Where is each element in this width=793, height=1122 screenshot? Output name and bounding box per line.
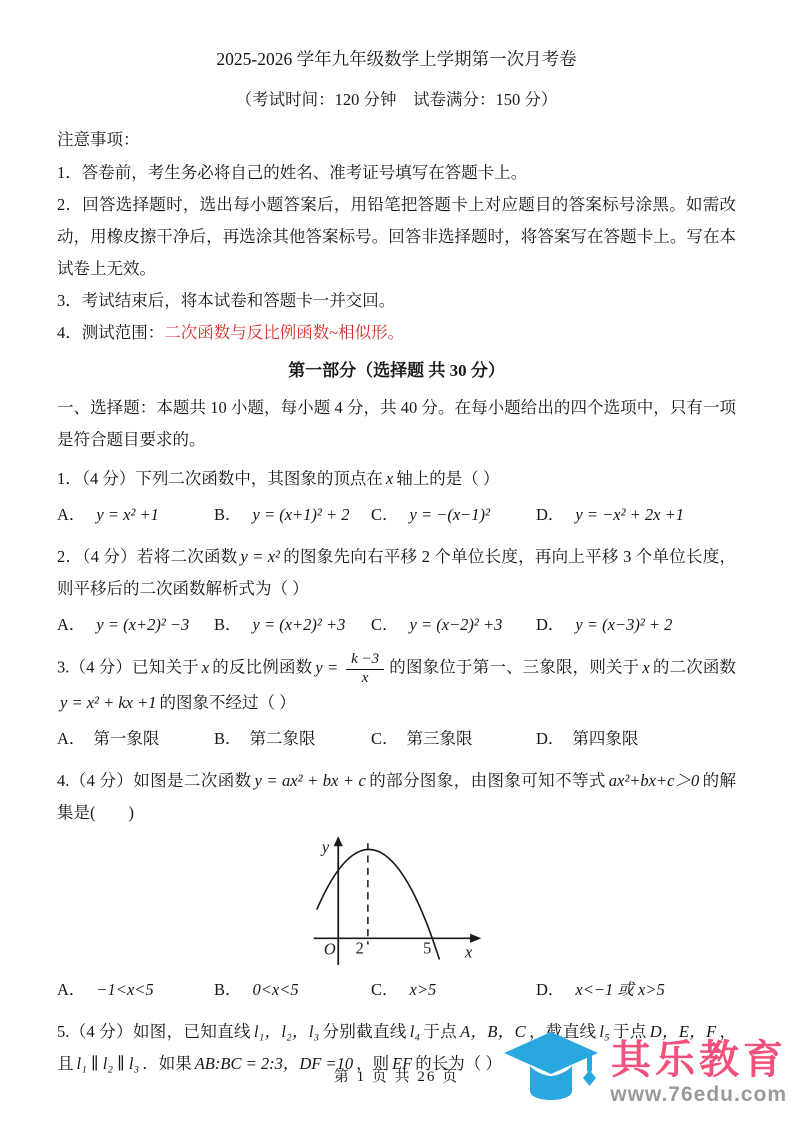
option-a: A． y = x² +1	[57, 504, 159, 524]
option-c: C． 第三象限	[371, 729, 473, 749]
page-number: 第 1 页 共 26 页	[333, 1068, 460, 1085]
notice-item-3: 3．考试结束后，将本试卷和答题卡一并交回。	[57, 291, 396, 311]
option-b: B． 第二象限	[214, 729, 316, 749]
question-3	[57, 651, 736, 755]
option-d: D． 第四象限	[536, 729, 639, 749]
question-1	[57, 463, 736, 531]
x-axis-arrow	[470, 933, 481, 942]
question-4-options	[57, 974, 736, 1006]
x-tick-5: 5	[423, 938, 432, 958]
logo-text	[610, 1037, 787, 1106]
exam-meta: （考试时间：120 分钟 试卷满分：150 分）	[235, 90, 558, 110]
question-3-options	[57, 723, 736, 755]
exam-scope-text: 二次函数与反比例函数~相似形。	[164, 323, 405, 343]
question-5-stem: 5.（4 分）如图，已知直线 l₁，l₂，l₃ 分别截直线 l₄ 于点 A，B，C ，截直线 l₅ 于点 D，E，F ，且 l₁ ∥ l₂ ∥ l₃ ．如果 AB:BC = 2:3，DF =10 ，则 EF 的长为（ ）	[57, 1021, 737, 1073]
notice-item-4-prefix: 4．测试范围：	[57, 323, 165, 343]
option-b: B． 0<x<5	[214, 979, 299, 999]
fraction: $\frac{k -3}{x}$	[346, 651, 384, 687]
option-d: D． x<−1 或 x>5	[536, 979, 665, 999]
section-heading: 第一部分（选择题 共 30 分）	[288, 360, 505, 380]
question-3-stem: 3.（4 分）已知关于 x 的反比例函数 y = $\frac{k -3}{x}$ 的图象位于第一、三象限，则关于 x 的二次函数y = x² + kx +1 的图象不经过（ ）	[57, 651, 737, 712]
graduation-cap-icon	[500, 1028, 602, 1116]
question-4-stem: 4.（4 分）如图是二次函数 y = ax² + bx + c 的部分图象，由图象可知不等式 ax²+bx+c＞0 的解集是( )	[57, 771, 737, 823]
option-d: D． y = −x² + 2x +1	[536, 504, 685, 524]
option-a: A． y = (x+2)² −3	[57, 615, 190, 635]
notice-label: 注意事项：	[57, 130, 140, 150]
option-c: C． y = −(x−1)²	[371, 504, 491, 524]
q4-figure	[57, 832, 736, 970]
option-c: C． y = (x−2)² +3	[371, 615, 503, 635]
notice-item-4	[57, 317, 736, 349]
brand-url: www.76edu.com	[610, 1082, 787, 1106]
question-1-stem: 1．（4 分）下列二次函数中，其图象的顶点在 x 轴上的是（ ）	[57, 468, 500, 488]
brand-name: 其乐教育	[611, 1037, 787, 1082]
notice-item-1: 1．答卷前，考生务必将自己的姓名、准考证号填写在答题卡上。	[57, 162, 528, 182]
x-axis-label: x	[464, 942, 473, 962]
notice-item-2: 2．回答选择题时，选出每小题答案后，用铅笔把答题卡上对应题目的答案标号涂黑。如需改动，用橡皮擦干净后，再选涂其他答案标号。回答非选择题时，将答案写在答题卡上。写在本试卷上无效。	[57, 194, 736, 279]
option-b: B． y = (x+2)² +3	[214, 615, 346, 635]
site-logo	[500, 1028, 787, 1116]
question-2	[57, 541, 736, 642]
option-a: A． 第一象限	[57, 729, 160, 749]
question-1-options	[57, 499, 736, 531]
y-axis-arrow	[334, 836, 343, 846]
question-2-stem: 2．（4 分）若将二次函数 y = x² 的图象先向右平移 2 个单位长度，再向上平移 3 个单位长度，则平移后的二次函数解析式为（ ）	[57, 546, 736, 599]
option-d: D． y = (x−3)² + 2	[536, 615, 673, 635]
question-4	[57, 765, 736, 1006]
question-2-options	[57, 609, 736, 641]
origin-label: O	[323, 939, 336, 959]
page-title: 2025-2026 学年九年级数学上学期第一次月考卷	[216, 49, 577, 69]
y-axis-label: y	[321, 837, 330, 857]
option-b: B． y = (x+1)² + 2	[214, 504, 350, 524]
option-a: A． −1<x<5	[57, 979, 154, 999]
parabola-graph	[309, 832, 484, 970]
option-c: C． x>5	[371, 979, 437, 999]
section-intro: 一、选择题：本题共 10 小题，每小题 4 分，共 40 分。在每小题给出的四个选项中，只有一项是符合题目要求的。	[57, 398, 736, 450]
x-tick-2: 2	[355, 938, 364, 958]
